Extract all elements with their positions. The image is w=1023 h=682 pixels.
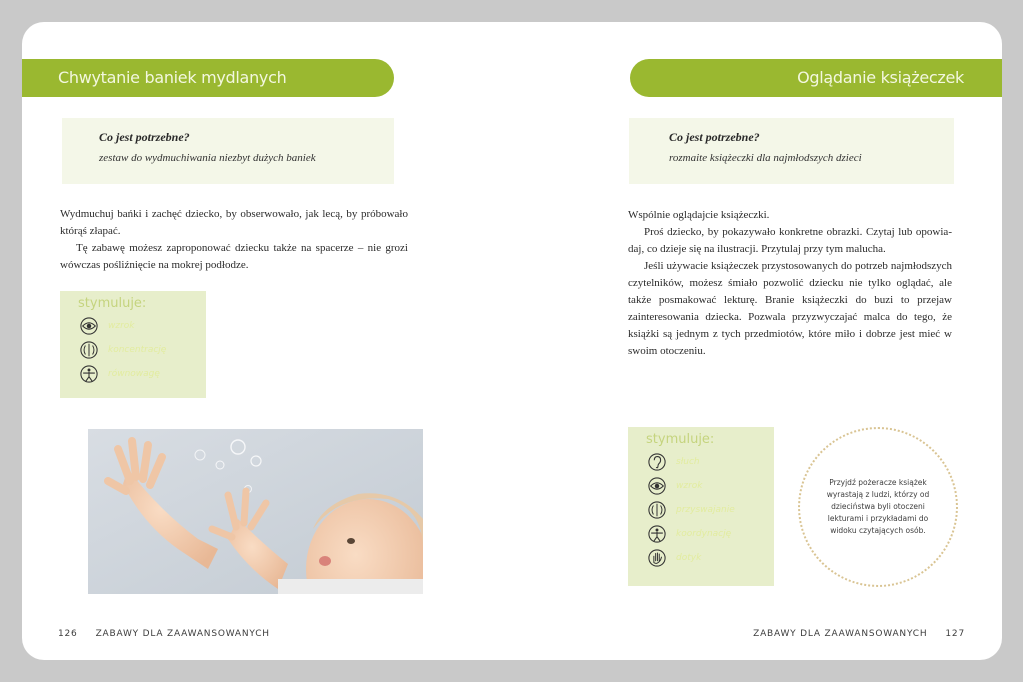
stimulates-label: wzrok: [676, 481, 703, 491]
left-body-text: [60, 206, 408, 274]
stimulates-label: równowagę: [108, 369, 160, 379]
stimulates-item: [80, 338, 206, 362]
left-needs-box: [62, 118, 394, 184]
right-needs-text: rozmaite książeczki dla najmłodszych dzieci: [669, 152, 862, 164]
stimulates-label: słuch: [676, 457, 700, 467]
left-needs-text: zestaw do wydmuchiwania niezbyt dużych baniek: [99, 152, 316, 164]
brain-icon: [648, 501, 666, 519]
left-stimulates-box: [60, 291, 206, 398]
right-page-title: Oglądanie książeczek: [630, 59, 1002, 97]
page-number: 127: [945, 629, 965, 639]
right-paragraph: Jeśli używacie książeczek przystosowanych do potrzeb najmłodszych czytelników, możesz śmiało pozwolić dziecku nie tylko oglądać, ale także posmakować lekturę. Branie książeczki do buzi to przejaw zainteresowania dziecka. Pozwala przyzwyczajać malca do tego, że książki są jednym z tych przedmiotów, które miło i dobrze jest mieć w swoim otoczeniu.: [628, 260, 952, 357]
figure-icon: [648, 525, 666, 543]
right-footer: [753, 629, 965, 639]
left-paragraph: Tę zabawę możesz zaproponować dziecku także na spacerze – nie grozi wówczas pośliźnięcie na mokrej podłodze.: [60, 242, 408, 271]
book-spread: [22, 22, 1002, 660]
left-paragraph: Wydmuchuj bańki i zachęć dziecko, by obserwowało, jak lecą, by próbowało którąś złapać.: [60, 208, 408, 237]
left-page: [22, 22, 512, 660]
left-footer: [58, 629, 270, 639]
left-page-title: Chwytanie baniek mydlanych: [22, 59, 394, 97]
right-paragraph: Wspólnie oglądajcie książeczki.: [628, 209, 770, 221]
stimulates-item: [648, 498, 774, 522]
stimulates-item: [648, 546, 774, 570]
right-paragraph: Proś dziecko, by pokazywało konkretne obrazki. Czytaj lub opowiadaj, co dzieje się na ilustracji. Przytulaj przy tym malucha.: [628, 226, 952, 255]
section-name: ZABAWY DLA ZAAWANSOWANYCH: [753, 629, 928, 639]
stimulates-item: [80, 362, 206, 386]
figure-icon: [80, 365, 98, 383]
hand-icon: [648, 549, 666, 567]
baby-bubbles-illustration: [88, 429, 423, 594]
right-page: [512, 22, 1002, 660]
stimulates-label: koordynację: [676, 529, 732, 539]
left-stimulates-heading: stymuluje:: [78, 296, 147, 311]
section-name: ZABAWY DLA ZAAWANSOWANYCH: [95, 629, 270, 639]
baby-bubbles-photo: [88, 429, 423, 594]
right-needs-box: [629, 118, 954, 184]
stimulates-item: [648, 474, 774, 498]
stimulates-item: [648, 522, 774, 546]
page-number: 126: [58, 629, 78, 639]
right-needs-heading: Co jest potrzebne?: [669, 130, 760, 144]
stimulates-label: wzrok: [108, 321, 135, 331]
brain-icon: [80, 341, 98, 359]
tip-text: Przyjdź pożeracze książek wyrastają z ludzi, którzy od dzieciństwa byli otoczeni lekturami i przykładami do widoku czytających osób.: [826, 478, 930, 535]
stimulates-item: [648, 450, 774, 474]
left-needs-heading: Co jest potrzebne?: [99, 130, 190, 144]
right-stimulates-heading: stymuluje:: [646, 432, 715, 447]
ear-icon: [648, 453, 666, 471]
stimulates-item: [80, 314, 206, 338]
stimulates-label: przyswajanie: [676, 505, 735, 515]
right-stimulates-box: [628, 427, 774, 586]
tip-circle: [798, 427, 958, 587]
stimulates-label: dotyk: [676, 553, 702, 563]
eye-icon: [80, 317, 98, 335]
eye-icon: [648, 477, 666, 495]
right-body-text: [628, 207, 952, 360]
stimulates-label: koncentrację: [108, 345, 167, 355]
